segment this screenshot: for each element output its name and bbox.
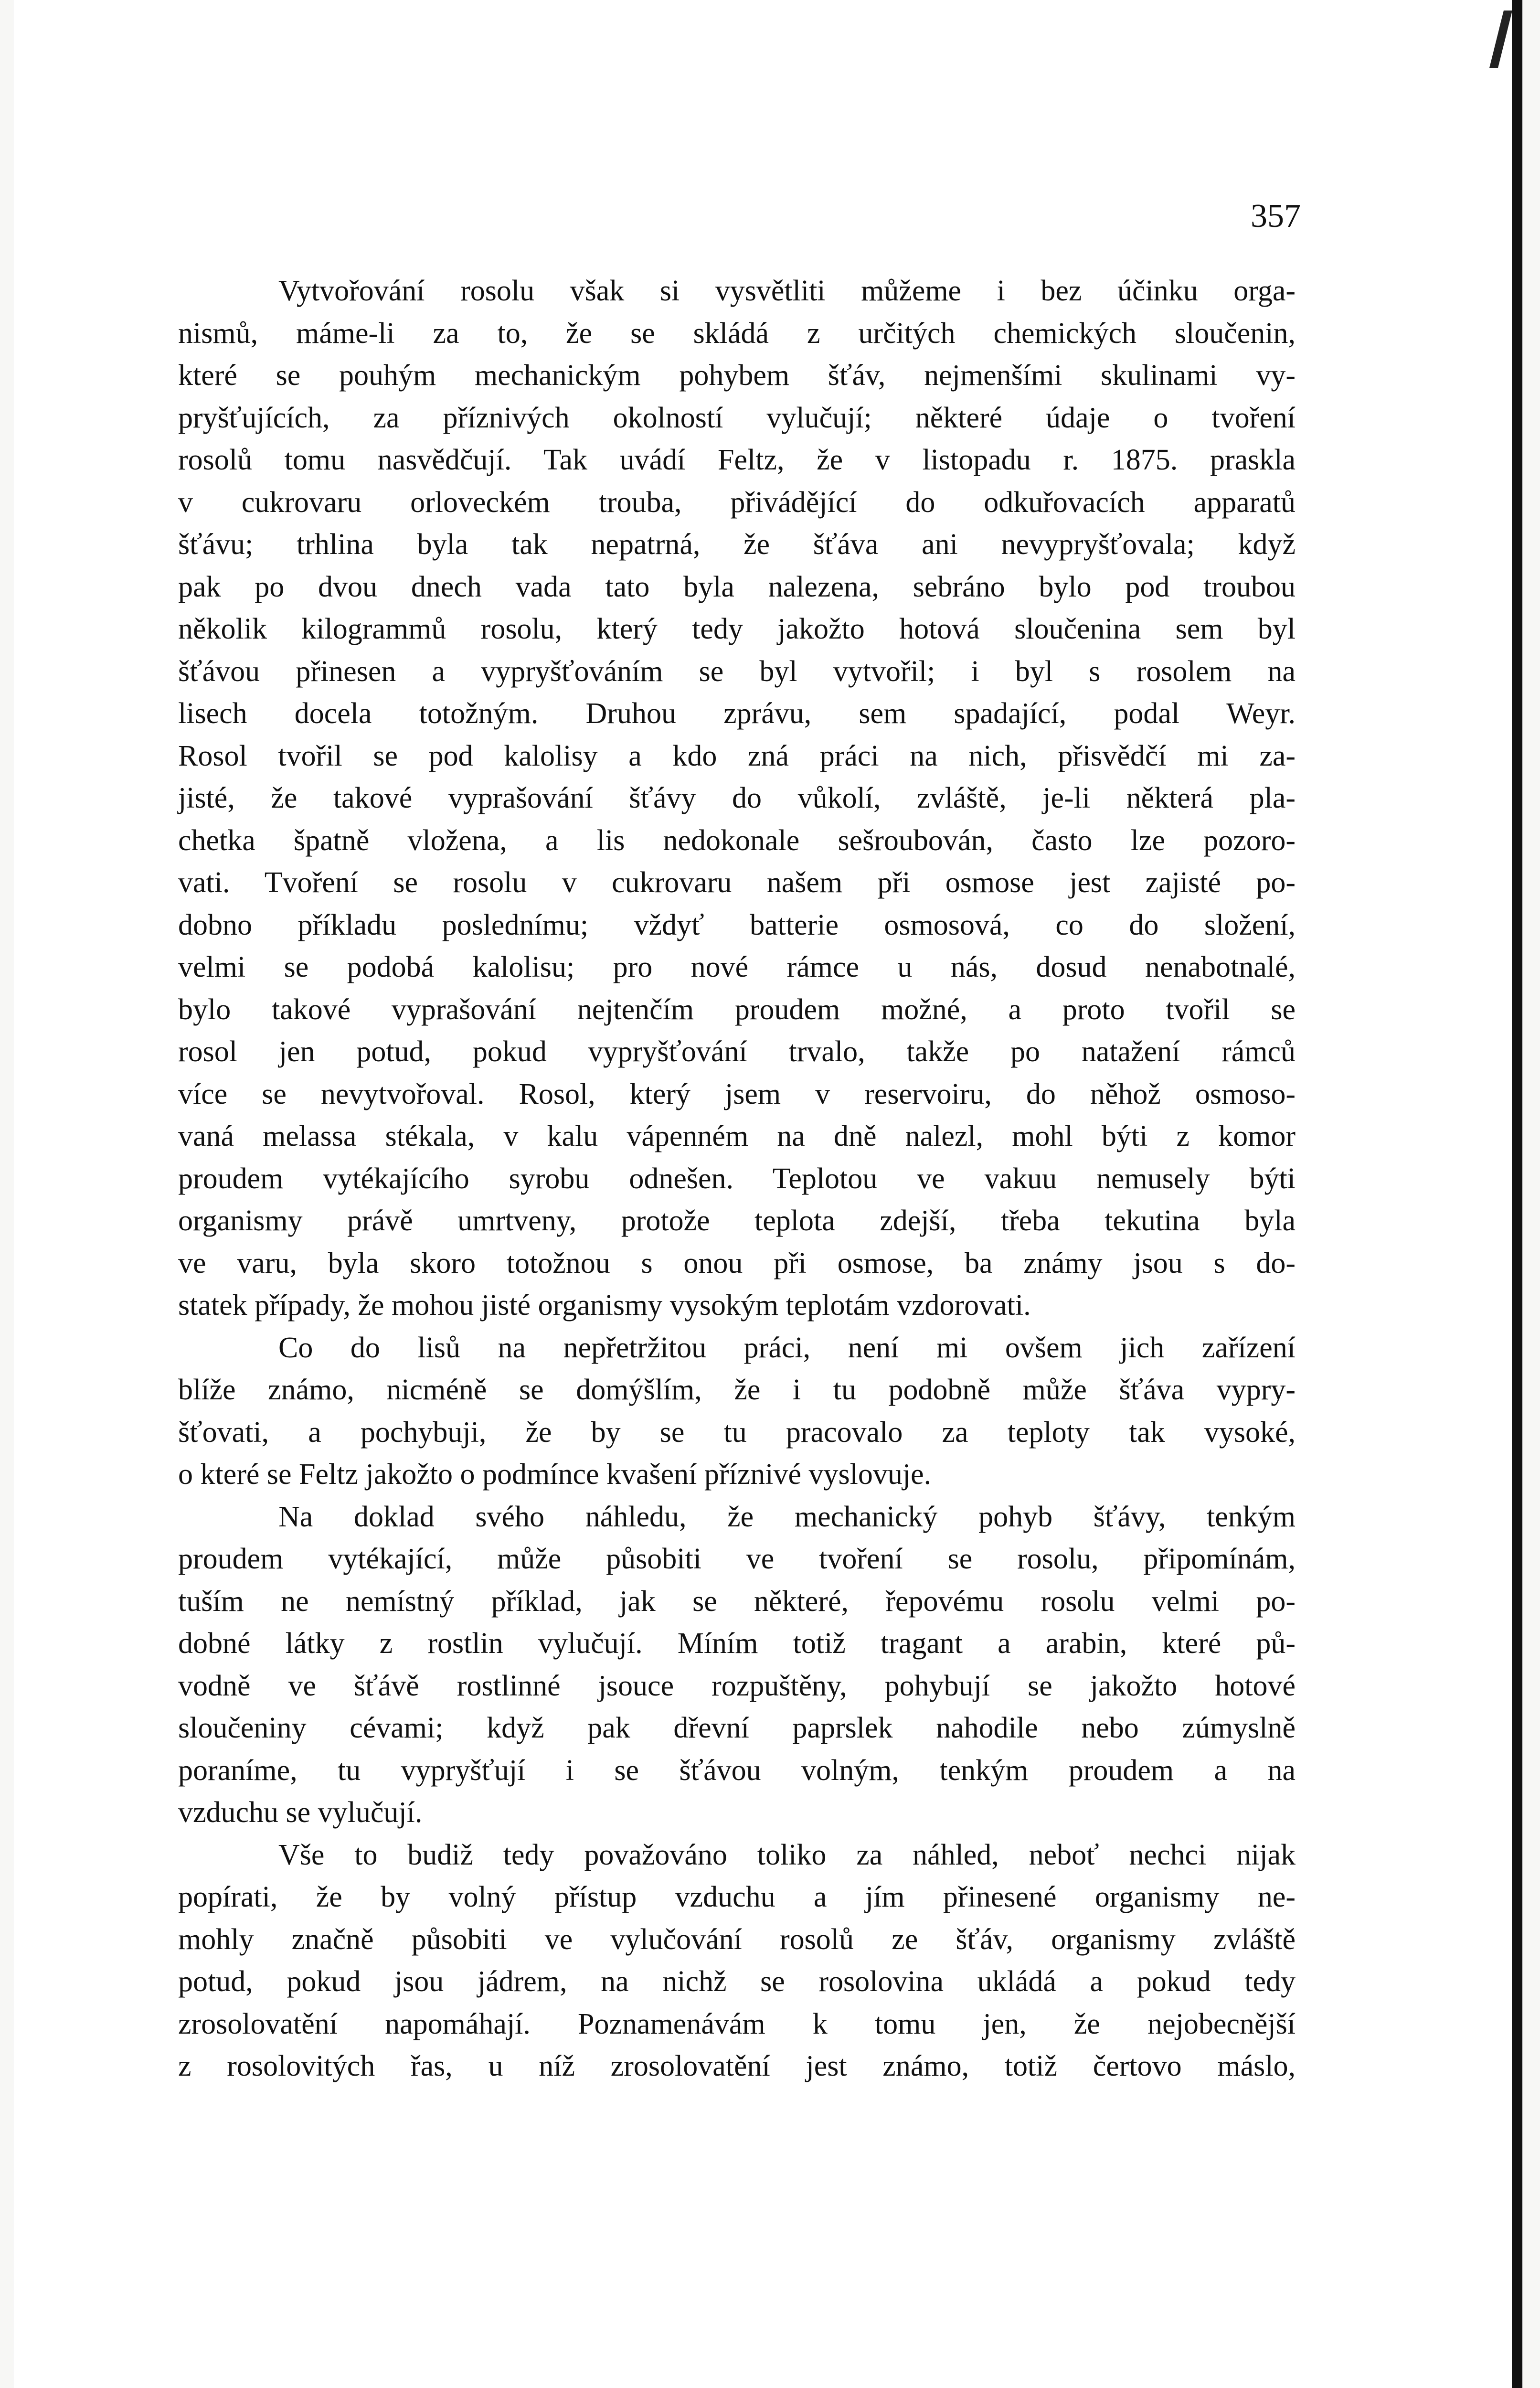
paragraph-3 [178,1496,1296,1834]
text-line: dobné látky z rostlin vylučují. Míním totiž tragant a arabin, které pů- [178,1627,1296,1660]
text-line: dobno příkladu poslednímu; vždyť batterie osmosová, co do složení, [178,908,1296,941]
text-line: o které se Feltz jakožto o podmínce kvašení příznivé vyslovuje. [178,1458,932,1491]
text-line: v cukrovaru orloveckém trouba, přivádějící do odkuřovacích apparatů [178,486,1296,519]
text-line: z rosolovitých řas, u níž zrosolovatění jest známo, totiž čertovo máslo, [178,2050,1296,2082]
text-line: potud, pokud jsou jádrem, na nichž se rosolovina ukládá a pokud tedy [178,1965,1296,1998]
text-line: pak po dvou dnech vada tato byla nalezena, sebráno bylo pod troubou [178,570,1296,603]
text-line: chetka špatně vložena, a lis nedokonale sešroubován, často lze pozoro- [178,824,1296,857]
text-line: statek případy, že mohou jisté organismy vysokým teplotám vzdorovati. [178,1289,1031,1322]
paragraph-2 [178,1327,1296,1496]
text-line: rosolů tomu nasvědčují. Tak uvádí Feltz, že v listopadu r. 1875. praskla [178,444,1296,476]
text-line: mohly značně působiti ve vylučování rosolů ze šťáv, organismy zvláště [178,1923,1296,1956]
text-line: šťávou přinesen a vypryšťováním se byl vytvořil; i byl s rosolem na [178,655,1296,688]
text-line: Vytvořování rosolu však si vysvětliti můžeme i bez účinku orga- [278,275,1296,307]
text-line: Na doklad svého náhledu, že mechanický pohyb šťávy, tenkým [278,1500,1296,1533]
text-line: poraníme, tu vypryšťují i se šťávou volným, tenkým proudem a na [178,1754,1296,1787]
corner-scan-mark [1489,11,1512,68]
text-line: bylo takové vyprašování nejtenčím proudem možné, a proto tvořil se [178,993,1296,1026]
text-line: Co do lisů na nepřetržitou práci, není mi ovšem jich zařízení [278,1331,1296,1364]
text-line: šťovati, a pochybuji, že by se tu pracovalo za teploty tak vysoké, [178,1416,1296,1449]
text-line: zrosolovatění napomáhají. Poznamenávám k tomu jen, že nejobecnější [178,2007,1296,2040]
text-line: velmi se podobá kalolisu; pro nové rámce u nás, dosud nenabotnalé, [178,951,1296,983]
text-line: proudem vytékající, může působiti ve tvoření se rosolu, připomínám, [178,1543,1296,1575]
text-line: více se nevytvořoval. Rosol, který jsem v reservoiru, do něhož osmoso- [178,1077,1296,1110]
text-line: které se pouhým mechanickým pohybem šťáv, nejmenšími skulinami vy- [178,359,1296,392]
paragraph-4 [178,1834,1296,2088]
text-line: Vše to budiž tedy považováno toliko za náhled, neboť nechci nijak [278,1838,1296,1871]
text-line: šťávu; trhlina byla tak nepatrná, že šťáva ani nevypryšťovala; když [178,528,1296,561]
text-line: nismů, máme-li za to, že se skládá z určitých chemických sloučenin, [178,317,1296,350]
text-column [178,270,1296,2088]
text-line: blíže známo, nicméně se domýšlím, že i tu podobně může šťáva vypry- [178,1374,1296,1406]
text-line: Rosol tvořil se pod kalolisy a kdo zná práci na nich, přisvědčí mi za- [178,739,1296,772]
text-line: tuším ne nemístný příklad, jak se některé, řepovému rosolu velmi po- [178,1585,1296,1618]
text-line: pryšťujících, za příznivých okolností vylučují; některé údaje o tvoření [178,401,1296,434]
text-line: několik kilogrammů rosolu, který tedy jakožto hotová sloučenina sem byl [178,613,1296,645]
text-line: lisech docela totožným. Druhou zprávu, sem spadající, podal Weyr. [178,697,1296,730]
text-line: popírati, že by volný přístup vzduchu a jím přinesené organismy ne- [178,1881,1296,1913]
paragraph-1 [178,270,1296,1327]
text-line: vati. Tvoření se rosolu v cukrovaru našem při osmose jest zajisté po- [178,866,1296,899]
text-line: ve varu, byla skoro totožnou s onou při osmose, ba známy jsou s do- [178,1247,1296,1279]
text-line: vzduchu se vylučují. [178,1796,423,1829]
text-line: vodně ve šťávě rostlinné jsouce rozpuštěny, pohybují se jakožto hotové [178,1669,1296,1702]
text-line: vaná melassa stékala, v kalu vápenném na dně nalezl, mohl býti z komor [178,1120,1296,1152]
text-line: organismy právě umrtveny, protože teplota zdejší, třeba tekutina byla [178,1205,1296,1237]
scanned-page [13,0,1522,2388]
page-number: 357 [1251,198,1301,235]
page-right-edge [1512,0,1522,2388]
text-line: proudem vytékajícího syrobu odnešen. Teplotou ve vakuu nemusely býti [178,1162,1296,1195]
text-line: sloučeniny cévami; když pak dřevní paprslek nahodile nebo zúmyslně [178,1712,1296,1744]
text-line: rosol jen potud, pokud vypryšťování trvalo, takže po natažení rámců [178,1035,1296,1068]
text-line: jisté, že takové vyprašování šťávy do vůkolí, zvláště, je-li některá pla- [178,782,1296,814]
